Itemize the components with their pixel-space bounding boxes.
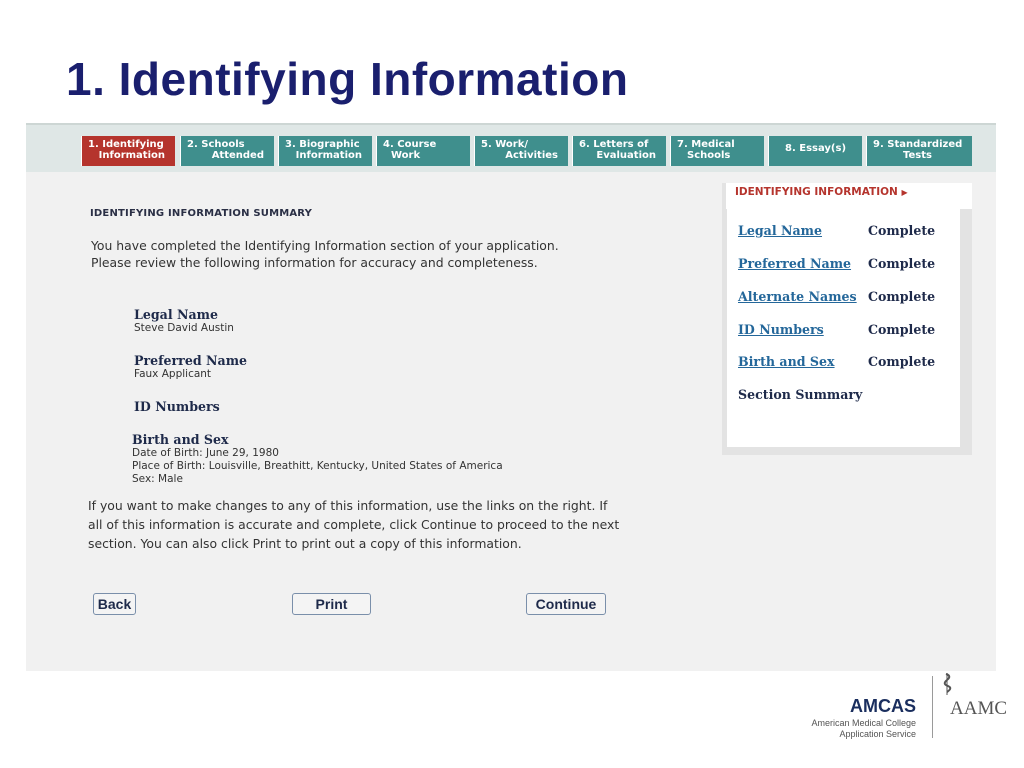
tab-label-line1: 6. Letters of	[579, 139, 649, 150]
tab-label-line2: Tests	[903, 150, 932, 161]
sidebar-item-birth-and-sex	[738, 354, 835, 369]
amcas-subtitle-line: American Medical College	[811, 718, 916, 728]
aamc-wordmark: AAMC	[950, 698, 1008, 719]
summary-outro	[88, 496, 700, 553]
sidebar-heading-text: IDENTIFYING INFORMATION	[735, 186, 898, 198]
place-of-birth: Place of Birth: Louisville, Breathitt, Kentucky, United States of America	[132, 460, 503, 472]
preferred-name-link[interactable]: Preferred Name	[738, 256, 852, 271]
tab-label-line1: 7. Medical	[677, 139, 735, 150]
tab-biographic-information[interactable]	[278, 136, 372, 166]
id-numbers-link[interactable]: ID Numbers	[738, 322, 824, 337]
outro-line: all of this information is accurate and complete, click Continue to proceed to the next	[88, 517, 620, 532]
id-numbers-label: ID Numbers	[134, 399, 220, 414]
tab-label-line1: 1. Identifying	[88, 139, 164, 150]
outro-line: If you want to make changes to any of this information, use the links on the right. If	[88, 498, 608, 513]
tab-work-activities[interactable]	[474, 136, 568, 166]
sidebar-header	[726, 183, 972, 209]
legal-name-value: Steve David Austin	[134, 322, 234, 334]
sidebar-item-alternate-names	[738, 289, 857, 304]
sidebar-body	[727, 209, 960, 447]
intro-line: Please review the following information for accuracy and completeness.	[91, 255, 538, 270]
birth-and-sex-link[interactable]: Birth and Sex	[738, 354, 835, 369]
preferred-name-status: Complete	[868, 256, 936, 271]
summary-content	[90, 208, 700, 553]
sex-value: Sex: Male	[132, 473, 183, 485]
legal-name-status: Complete	[868, 223, 936, 238]
tab-label-line2: Schools	[687, 150, 731, 161]
tab-label-line2: Activities	[505, 150, 558, 161]
tab-label-line2: Information	[98, 150, 165, 161]
amcas-wordmark: AMCAS	[850, 696, 916, 716]
arrow-right-icon: ▶	[901, 188, 908, 197]
birth-and-sex-status: Complete	[868, 354, 936, 369]
continue-button[interactable]: Continue	[526, 593, 606, 615]
slide-title: 1. Identifying Information	[66, 53, 629, 105]
summary-heading: IDENTIFYING INFORMATION SUMMARY	[90, 208, 313, 219]
tab-label-line2: Work	[391, 150, 421, 161]
section-tab-bar	[26, 123, 996, 172]
tab-label-line1: 2. Schools	[187, 139, 245, 150]
tab-label-line1: 3. Biographic	[285, 139, 360, 150]
birth-and-sex-field	[132, 432, 700, 486]
tab-label-line1: 9. Standardized	[873, 139, 963, 150]
date-of-birth: Date of Birth: June 29, 1980	[132, 447, 279, 459]
tab-label-line1: 8. Essay(s)	[785, 143, 847, 154]
amcas-app-window	[26, 123, 996, 671]
tab-label-line1: 4. Course	[383, 139, 437, 150]
amcas-aamc-logo	[800, 672, 1020, 752]
section-navigation-panel	[722, 183, 972, 455]
amcas-subtitle-line: Application Service	[839, 729, 916, 739]
tab-label-line1: 5. Work/	[481, 139, 529, 150]
outro-line: section. You can also click Print to print out a copy of this information.	[88, 536, 522, 551]
tab-letters-of-evaluation[interactable]	[572, 136, 666, 166]
tab-label-line2: Evaluation	[596, 150, 656, 161]
alternate-names-status: Complete	[868, 289, 936, 304]
id-numbers-status: Complete	[868, 322, 936, 337]
logo-divider	[932, 676, 933, 738]
tab-course-work[interactable]	[376, 136, 470, 166]
tab-medical-schools[interactable]	[670, 136, 764, 166]
preferred-name-value: Faux Applicant	[134, 368, 212, 380]
legal-name-field	[134, 307, 700, 335]
amcas-subtitle	[811, 718, 916, 740]
summary-intro	[91, 237, 700, 271]
preferred-name-field	[134, 353, 700, 381]
tab-label-line2: Information	[295, 150, 362, 161]
tab-standardized-tests[interactable]	[866, 136, 972, 166]
birth-and-sex-label: Birth and Sex	[132, 432, 229, 447]
preferred-name-label: Preferred Name	[134, 353, 248, 368]
tab-label-line2: Attended	[211, 150, 264, 161]
sidebar-item-section-summary: Section Summary	[738, 387, 863, 402]
legal-name-link[interactable]: Legal Name	[738, 223, 823, 238]
tab-essays[interactable]	[768, 136, 862, 166]
sidebar-item-preferred-name	[738, 256, 851, 271]
tab-schools-attended[interactable]	[180, 136, 274, 166]
sidebar-item-legal-name	[738, 223, 822, 238]
print-button[interactable]: Print	[292, 593, 371, 615]
tab-identifying-information[interactable]	[81, 136, 175, 166]
legal-name-label: Legal Name	[134, 307, 219, 322]
id-numbers-field	[134, 399, 700, 414]
intro-line: You have completed the Identifying Information section of your application.	[91, 238, 559, 253]
back-button[interactable]: Back	[93, 593, 136, 615]
aamc-emblem-icon	[942, 672, 956, 696]
alternate-names-link[interactable]: Alternate Names	[738, 289, 857, 304]
sidebar-heading	[735, 186, 908, 198]
sidebar-item-id-numbers	[738, 322, 824, 337]
